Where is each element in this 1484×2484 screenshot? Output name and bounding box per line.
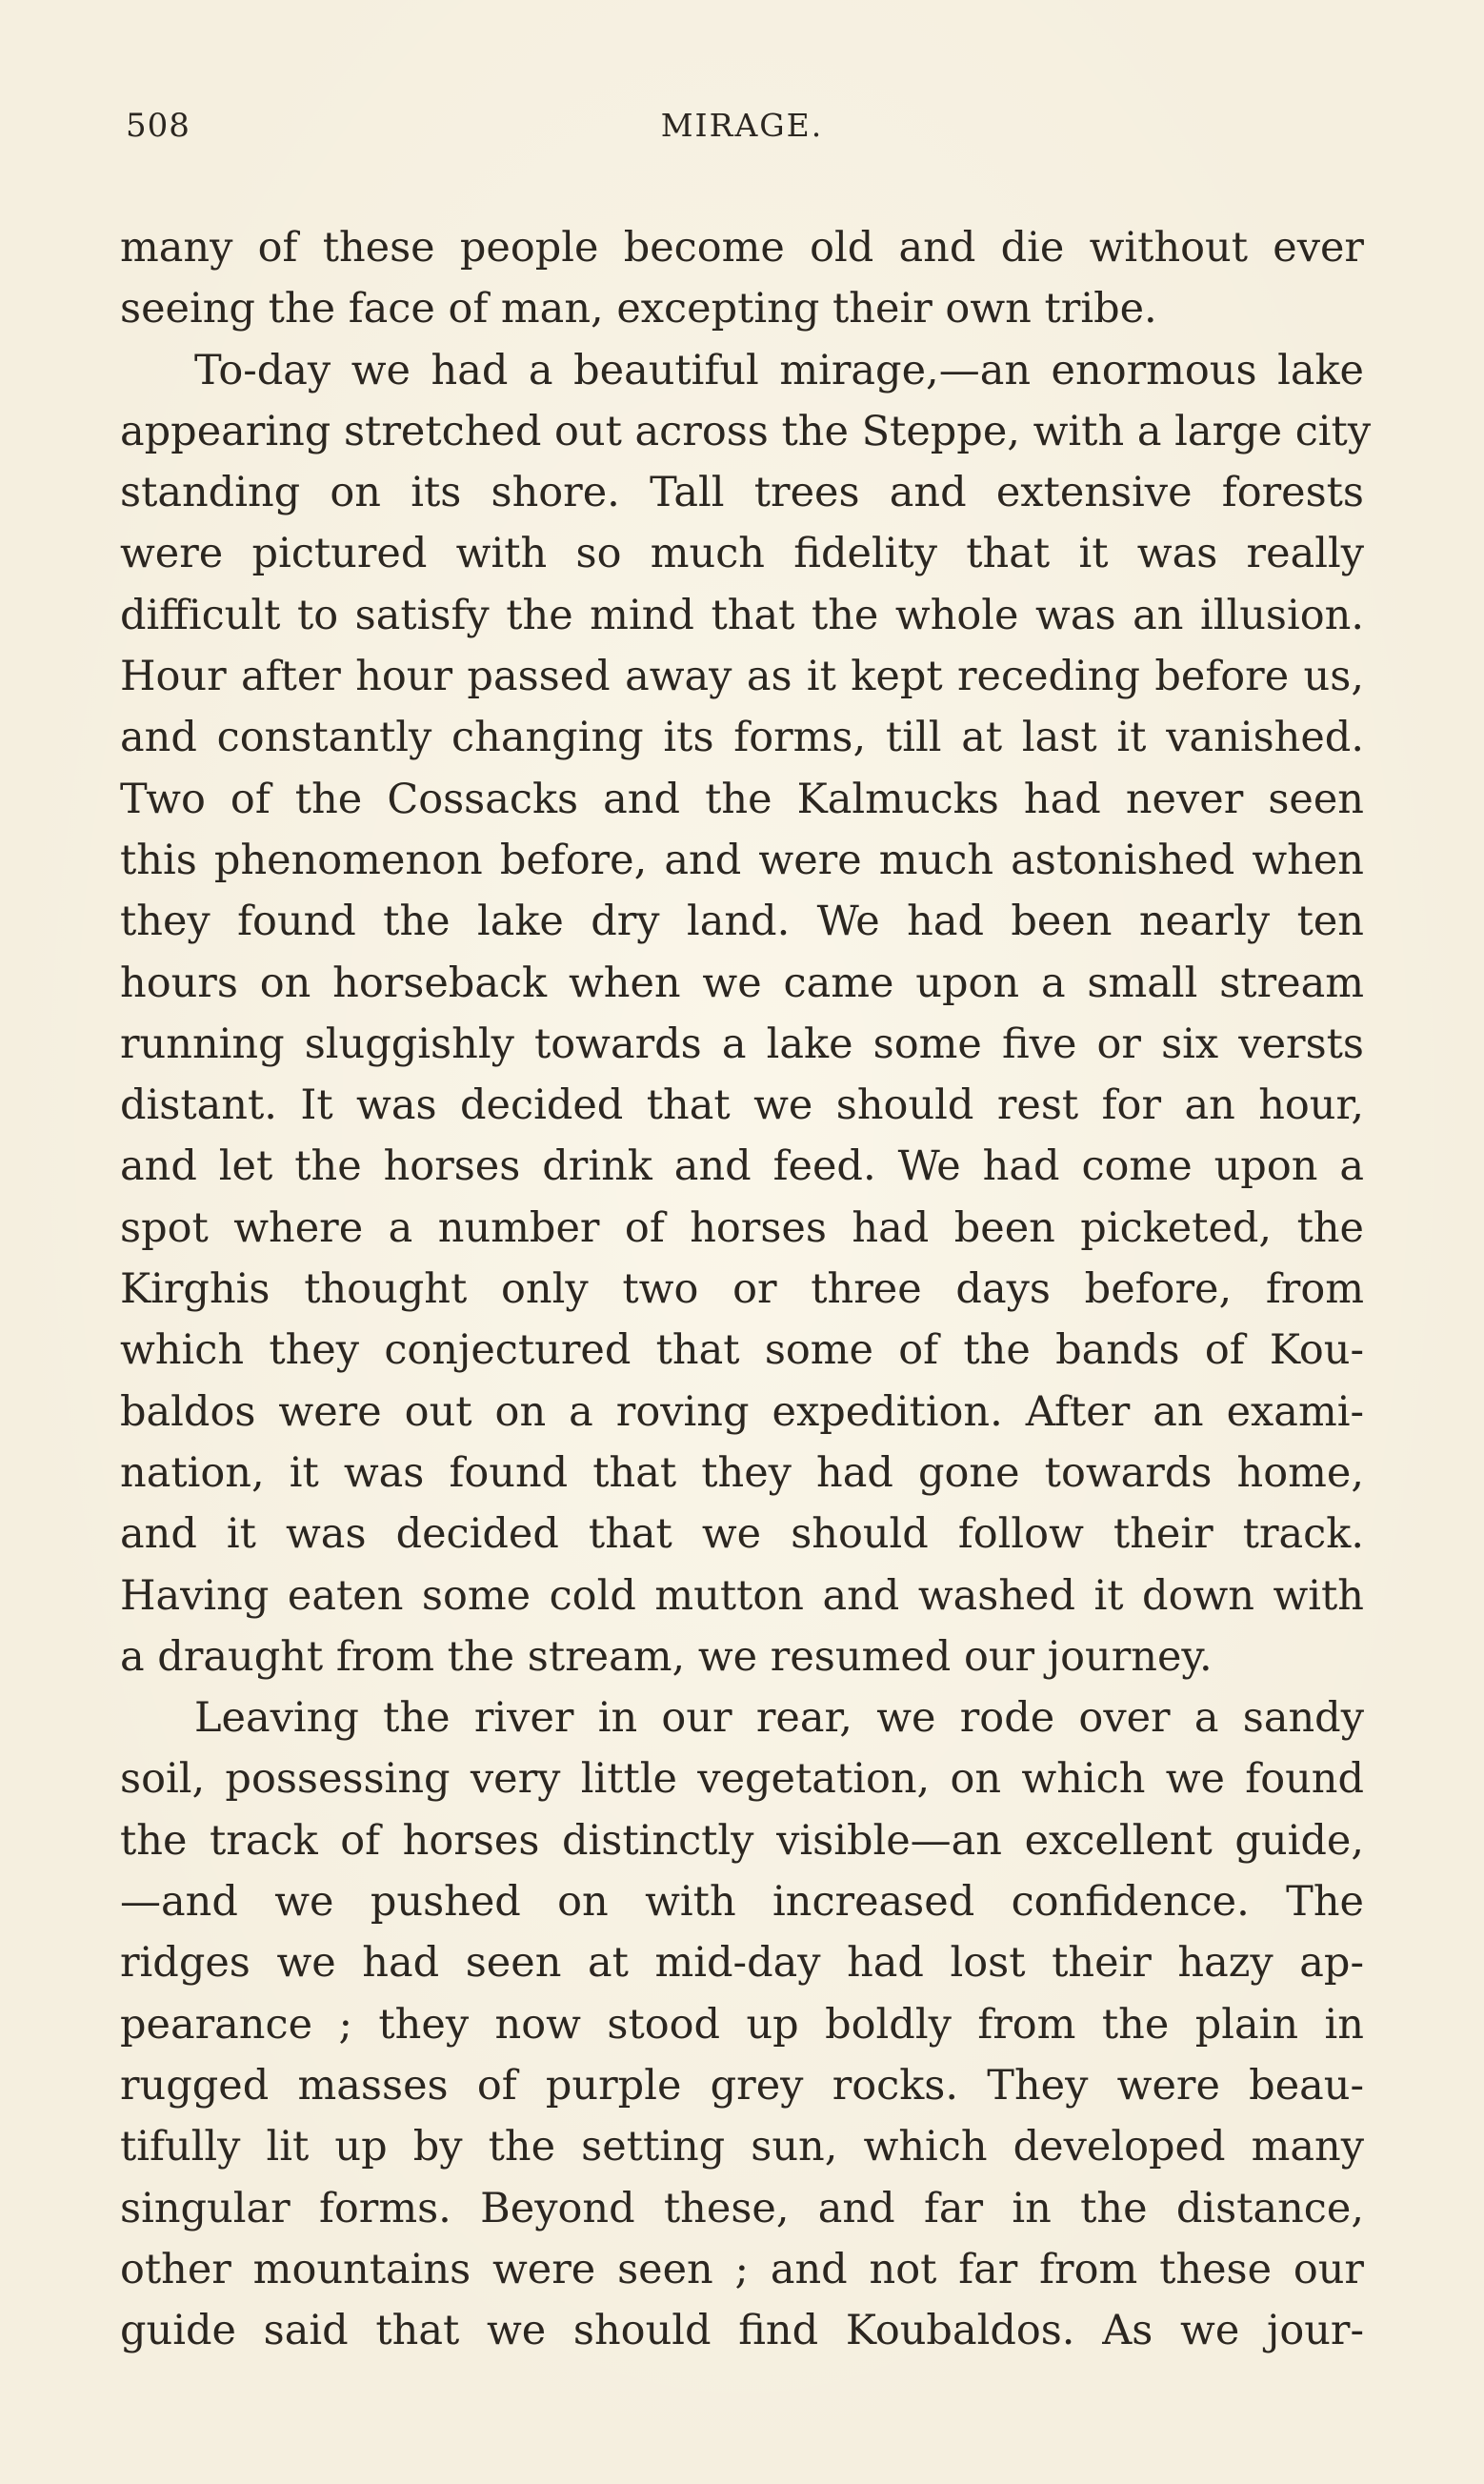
page-number: 508	[126, 107, 191, 145]
text-line: which they conjectured that some of the bands of Kou-	[120, 1326, 1364, 1375]
text-line: —and we pushed on with increased confidence. The	[120, 1878, 1364, 1927]
text-line: other mountains were seen ; and not far from these our	[120, 2245, 1364, 2293]
text-line: soil, possessing very little vegetation, on which we found	[120, 1755, 1364, 1804]
text-line: tifully lit up by the setting sun, which developed many	[120, 2123, 1364, 2171]
text-line: ridges we had seen at mid-day had lost their hazy ap-	[120, 1939, 1364, 1988]
text-line: difficult to satisfy the mind that the whole was an illusion.	[120, 591, 1364, 639]
text-line: Hour after hour passed away as it kept receding before us,	[120, 653, 1364, 701]
text-line: Having eaten some cold mutton and washed it down with	[120, 1571, 1364, 1620]
text-line: were pictured with so much fidelity that it was really	[120, 530, 1364, 578]
text-line: rugged masses of purple grey rocks. They were beau-	[120, 2061, 1364, 2110]
running-head: MIRAGE.	[660, 107, 824, 144]
text-line: singular forms. Beyond these, and far in the distance,	[120, 2184, 1364, 2232]
body-text	[120, 217, 1372, 2361]
text-line: Two of the Cossacks and the Kalmucks had never seen	[120, 775, 1364, 823]
text-line: and it was decided that we should follow their track.	[120, 1510, 1364, 1559]
text-line: many of these people become old and die without ever	[120, 224, 1364, 272]
text-line: pearance ; they now stood up boldly from the plain in	[120, 2000, 1364, 2049]
text-line: Leaving the river in our rear, we rode over a sandy	[194, 1694, 1364, 1743]
text-line: Kirghis thought only two or three days before, from	[120, 1265, 1364, 1314]
text-line: running sluggishly towards a lake some five or six versts	[120, 1020, 1364, 1068]
text-line: spot where a number of horses had been picketed, the	[120, 1203, 1364, 1252]
text-line: distant. It was decided that we should rest for an hour,	[120, 1081, 1364, 1130]
text-line: and constantly changing its forms, till at last it vanished.	[120, 714, 1364, 762]
text-line: the track of horses distinctly visible—an excellent guide,	[120, 1816, 1364, 1865]
text-line: hours on horseback when we came upon a small stream	[120, 959, 1364, 1007]
text-line: guide said that we should find Koubaldos. As we jour-	[120, 2307, 1364, 2355]
text-line: seeing the face of man, excepting their own tribe.	[120, 285, 1157, 333]
text-line: this phenomenon before, and were much astonished when	[120, 836, 1364, 884]
text-line: To-day we had a beautiful mirage,—an enormous lake	[194, 346, 1364, 394]
text-line: standing on its shore. Tall trees and extensive forests	[120, 469, 1364, 517]
text-line: baldos were out on a roving expedition. After an exami-	[120, 1387, 1364, 1436]
text-line: appearing stretched out across the Steppe, with a large city	[120, 407, 1372, 455]
text-line: nation, it was found that they had gone towards home,	[120, 1448, 1364, 1497]
text-line: and let the horses drink and feed. We had come upon a	[120, 1142, 1364, 1191]
page-header	[120, 107, 1364, 166]
text-line: they found the lake dry land. We had been nearly ten	[120, 898, 1364, 946]
text-line: a draught from the stream, we resumed our journey.	[120, 1632, 1213, 1681]
